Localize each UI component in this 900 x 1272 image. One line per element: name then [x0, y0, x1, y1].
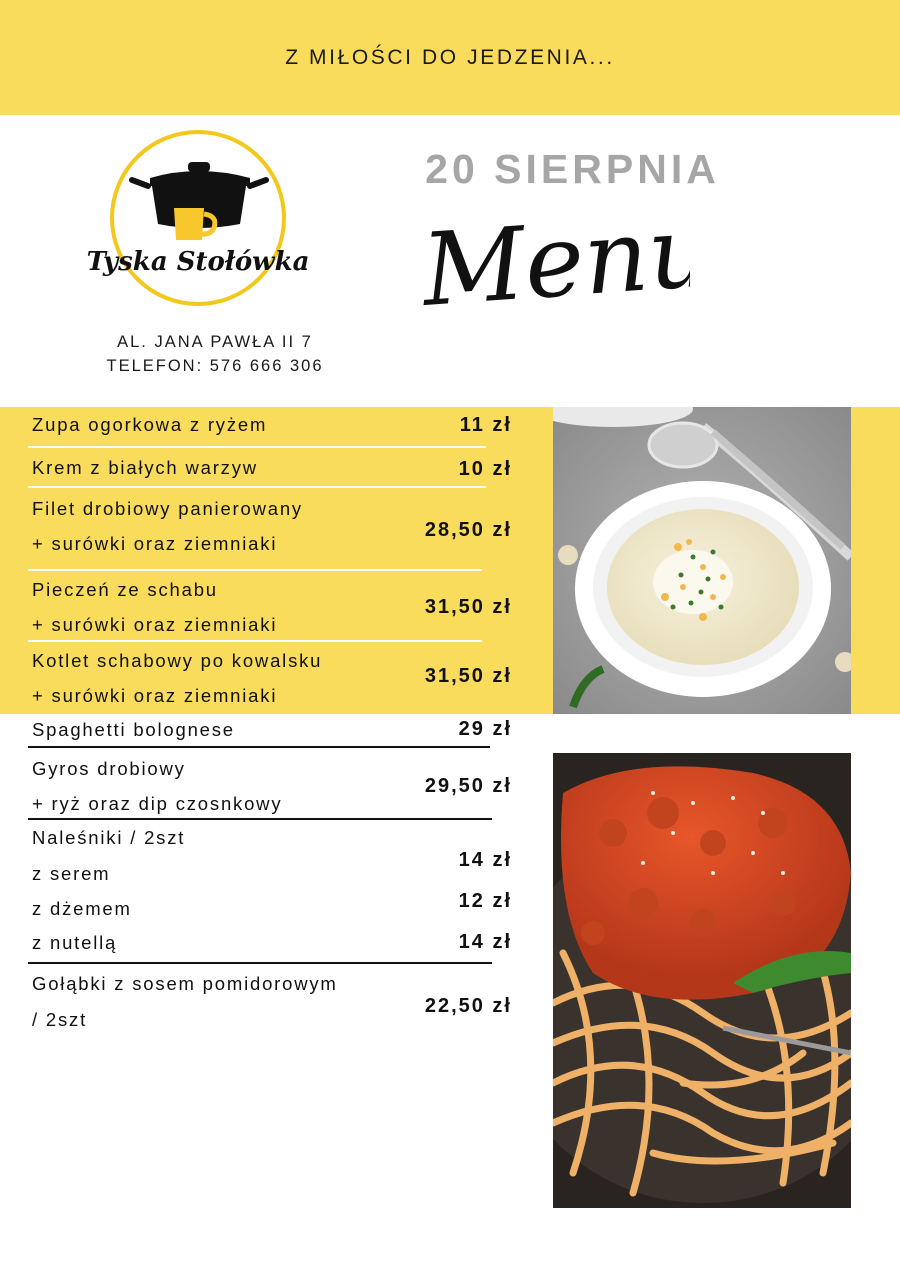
- menu-item-name: Gołąbki z sosem pomidorowym: [32, 973, 338, 994]
- menu-item-side: + ryż oraz dip czosnkowy: [32, 793, 283, 814]
- menu-item-price: 14 zł: [458, 849, 512, 871]
- tagline: Z MIŁOŚCI DO JEDZENIA...: [285, 46, 615, 69]
- soup-photo: [553, 407, 851, 714]
- menu-item-side: + surówki oraz ziemniaki: [32, 533, 278, 554]
- separator: [28, 640, 482, 642]
- menu-date: 20 SIERPNIA: [425, 146, 720, 192]
- menu-item-price: 31,50 zł: [424, 665, 512, 687]
- address-text: AL. JANA PAWŁA II 7: [117, 333, 313, 351]
- menu-item-name: Zupa ogorkowa z ryżem: [32, 414, 268, 435]
- menu-item-name: Filet drobiowy panierowany: [32, 498, 303, 519]
- menu-item-price: 12 zł: [458, 890, 512, 912]
- logo-text: Tyska Stołówka: [86, 247, 310, 277]
- menu-item-price: 10 zł: [458, 458, 512, 480]
- separator: [28, 446, 486, 448]
- menu-item-price: 29,50 zł: [424, 775, 512, 797]
- spaghetti-photo: [553, 753, 851, 1208]
- menu-item-name: Naleśniki / 2szt: [32, 827, 186, 848]
- menu-item-price: 22,50 zł: [424, 995, 512, 1017]
- menu-item-price: 11 zł: [459, 414, 512, 436]
- menu-item-price: 28,50 zł: [424, 519, 512, 541]
- separator: [28, 962, 492, 964]
- separator: [28, 569, 482, 571]
- phone-text: TELEFON: 576 666 306: [106, 357, 324, 375]
- menu-item-price: 14 zł: [458, 931, 512, 953]
- menu-item-variant: z nutellą: [32, 932, 118, 953]
- separator: [28, 486, 486, 488]
- separator: [28, 818, 492, 820]
- restaurant-logo: [80, 128, 320, 313]
- contact-info: [60, 330, 370, 378]
- menu-item-variant: z serem: [32, 863, 111, 884]
- menu-item-side: + surówki oraz ziemniaki: [32, 685, 278, 706]
- menu-item-side: / 2szt: [32, 1009, 88, 1030]
- menu-item-price: 29 zł: [458, 718, 512, 740]
- separator: [28, 746, 490, 748]
- menu-item-name: Gyros drobiowy: [32, 758, 186, 779]
- menu-title: [415, 200, 690, 380]
- menu-item-name: Krem z białych warzyw: [32, 457, 258, 478]
- highlight-section-bg-right: [851, 407, 900, 714]
- menu-item-side: + surówki oraz ziemniaki: [32, 614, 278, 635]
- menu-item-name: Kotlet schabowy po kowalsku: [32, 650, 323, 671]
- menu-title-text: Menu: [418, 200, 690, 329]
- menu-item-name: Pieczeń ze schabu: [32, 579, 218, 600]
- menu-item-variant: z dżemem: [32, 898, 132, 919]
- menu-item-price: 31,50 zł: [424, 596, 512, 618]
- menu-item-name: Spaghetti bolognese: [32, 719, 235, 740]
